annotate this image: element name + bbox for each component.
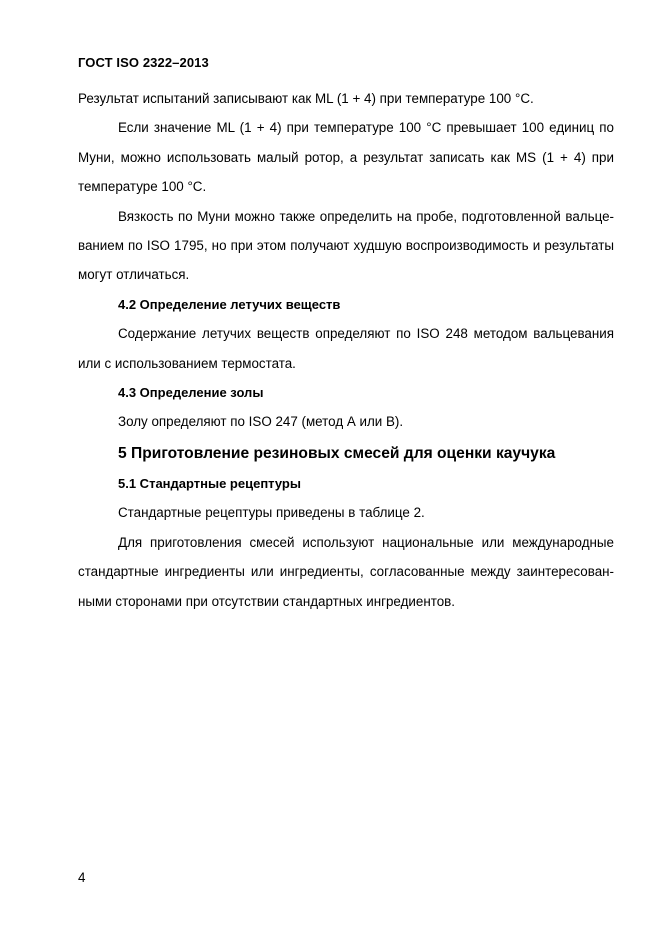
paragraph: Золу определяют по ISO 247 (метод А или В). — [118, 414, 404, 430]
subsection-heading-4-3: 4.3 Определение золы — [118, 385, 264, 401]
subsection-heading-4-2: 4.2 Определение летучих веществ — [118, 296, 341, 312]
page-number: 4 — [78, 870, 86, 885]
paragraph: Содержание летучих веществ определяют по ISO 248 методом вальцевания или с использованием термостата. — [78, 326, 614, 371]
paragraph: Для приготовления смесей используют национальные или международные стандартные ингредиенты или ингредиенты, согласованные между заинтересован-ными сторонами при отсутствии стандартных ингредиентов. — [78, 534, 614, 609]
document-header: ГОСТ ISO 2322–2013 — [78, 55, 209, 70]
paragraph: Если значение ML (1 + 4) при температуре 100 °C превышает 100 единиц по Муни, можно использовать малый ротор, а результат записать как MS (1 + 4) при температуре 100 °C. — [78, 120, 614, 195]
subsection-heading-5-1: 5.1 Стандартные рецептуры — [118, 475, 301, 491]
paragraph: Результат испытаний записывают как ML (1 + 4) при температуре 100 °C. — [78, 91, 534, 106]
section-heading-5: 5 Приготовление резиновых смесей для оценки каучука — [118, 444, 556, 462]
paragraph: Стандартные рецептуры приведены в таблице 2. — [118, 505, 425, 521]
paragraph: Вязкость по Муни можно также определить на пробе, подготовленной вальце-ванием по ISO 1795, но при этом получают худшую воспроизводимость и результаты могут отличаться. — [78, 208, 614, 283]
document-body — [78, 84, 614, 616]
